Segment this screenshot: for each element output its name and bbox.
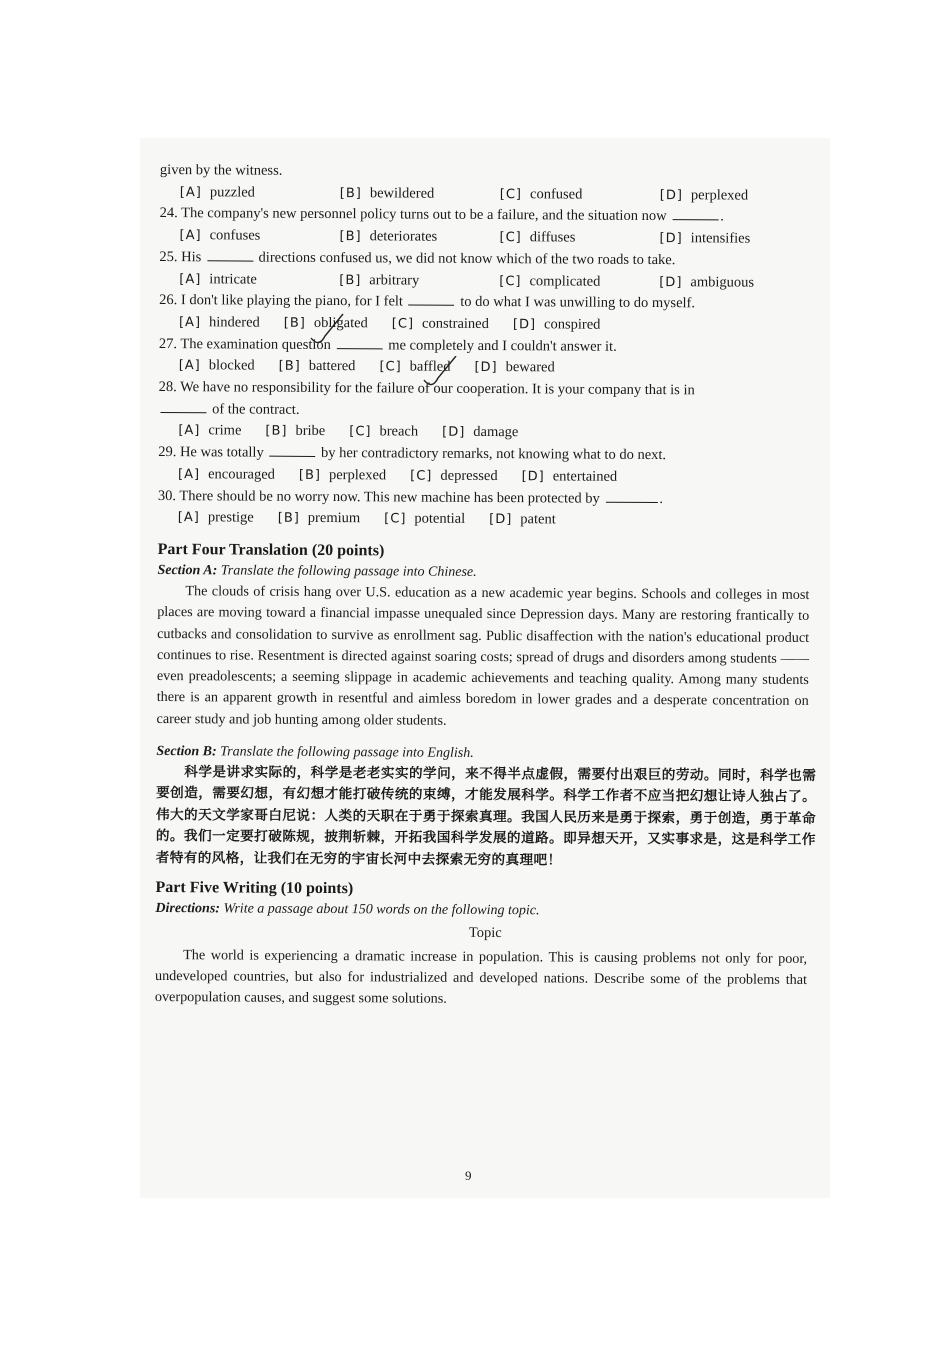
- q27-option-c[interactable]: [C] baffled: [379, 358, 451, 376]
- q24-stem: 24. The company's new personnel policy turns out to be a failure, and the situation now .: [159, 205, 724, 225]
- exam-content: [155, 160, 820, 1013]
- q30-option-b[interactable]: [B] premium: [277, 510, 361, 527]
- topic-heading: Topic: [468, 924, 502, 942]
- section-b-passage: 科学是讲求实际的，科学是老老实实的学问，来不得半点虚假，需要付出艰巨的劳动。同时，科学也需要创造，需要幻想，有幻想才能打破传统的束缚，才能发展科学。科学工作者不应当把幻想让诗人独占了。伟大的天文学家哥白尼说：人类的天职在于勇于探索真理。我国人民历来是勇于探索，勇于创造，勇于革命的。我们一定要打破陈规，披荆斩棘，开拓我国科学发展的道路。即异想天开，又实事求是，这是科学工作者特有的风格，让我们在无穷的宇宙长河中去探索无穷的真理吧！: [155, 764, 817, 869]
- directions-label: Directions:: [155, 901, 221, 917]
- q23-option-c[interactable]: [C] confused: [499, 185, 583, 203]
- q28-option-d[interactable]: [D] damage: [442, 424, 519, 441]
- q25-blank[interactable]: [207, 248, 253, 261]
- q30-options: [158, 507, 818, 533]
- section-a-label: Section A:: [157, 562, 218, 579]
- q28-option-b[interactable]: [B] bribe: [265, 423, 326, 440]
- q28-option-a[interactable]: [A] crime: [178, 422, 242, 439]
- q27-option-d[interactable]: [D] bewared: [474, 359, 555, 376]
- section-b-label: Section B:: [156, 744, 217, 760]
- q27-option-a[interactable]: [A] blocked: [178, 357, 255, 374]
- q27-stem: 27. The examination question me completely and I couldn't answer it.: [158, 335, 617, 355]
- q28-option-c[interactable]: [C] breach: [349, 423, 419, 441]
- q26-blank[interactable]: [409, 293, 455, 306]
- q24-blank[interactable]: [672, 208, 718, 221]
- topic-text: The world is experiencing a dramatic increase in population. This is causing problems not only for poor, undeveloped countries, but also for industrialized and developed nations. Describe some of the problems that overpopulation causes, and suggest some solutions.: [154, 946, 808, 1008]
- q28-stem-line2: of the contract.: [158, 399, 818, 425]
- part-four-title: Part Four Translation (20 points): [157, 540, 385, 560]
- q29-option-d[interactable]: [D] entertained: [521, 468, 618, 485]
- q24-option-b[interactable]: [B] deteriorates: [339, 228, 438, 245]
- lead-text: given by the witness.: [159, 161, 283, 179]
- q30-stem: 30. There should be no worry now. This new machine has been protected by .: [157, 487, 664, 507]
- q26-option-a[interactable]: [A] hindered: [178, 314, 260, 331]
- q28-stem-line1: 28. We have no responsibility for the failure of our cooperation. It is your company that is in: [158, 379, 695, 399]
- section-a-directions: Section A: Translate the following passage into Chinese.: [157, 562, 477, 580]
- q26-stem: 26. I don't like playing the piano, for I felt to do what I was unwilling to do myself.: [159, 292, 696, 312]
- q30-option-c[interactable]: [C] potential: [384, 510, 466, 528]
- q27-blank[interactable]: [337, 336, 383, 349]
- q23-option-d[interactable]: [D] perplexed: [659, 186, 749, 204]
- q24-option-d[interactable]: [D] intensifies: [659, 230, 751, 247]
- q29-option-a[interactable]: [A] encouraged: [178, 466, 276, 483]
- page-number: 9: [465, 1168, 472, 1183]
- q25-stem: 25. His directions confused us, we did not know which of the two roads to take.: [159, 248, 676, 268]
- q26-option-d[interactable]: [D] conspired: [512, 316, 601, 333]
- q26-option-b[interactable]: [B] obligated: [283, 314, 368, 332]
- q30-option-d[interactable]: [D] patent: [489, 511, 556, 528]
- q25-option-d[interactable]: [D] ambiguous: [659, 273, 755, 291]
- q27-option-b[interactable]: [B] battered: [278, 358, 356, 375]
- q25-option-c[interactable]: [C] complicated: [499, 272, 601, 290]
- q24-option-a[interactable]: [A] confuses: [179, 227, 261, 244]
- q30-option-a[interactable]: [A] prestige: [177, 509, 254, 526]
- q25-option-b[interactable]: [B] arbitrary: [339, 271, 420, 289]
- q24-option-c[interactable]: [C] diffuses: [499, 229, 576, 246]
- section-b-directions: Section B: Translate the following passage into English.: [156, 744, 474, 761]
- section-a-passage: The clouds of crisis hang over U.S. education as a new academic year begins. Schools and colleges in most places are moving toward a financial impasse unequaled since Depression days. Many are restoring frantically to cutbacks and consolidation to survive as enrollment sag. Public disaffection with the nation's educational product continues to rise. Resentment is directed against soaring costs; spread of drugs and disorders among students —— even preadolescents; a seeming slippage in academic achievements and teaching quality. Among many students there is an apparent growth in resentful and aimless boredom in lower grades and a desperate concentration on career study and job hunting among older students.: [156, 583, 810, 729]
- q28-blank[interactable]: [160, 400, 206, 413]
- q29-blank[interactable]: [269, 444, 315, 457]
- q30-blank[interactable]: [605, 489, 657, 502]
- part-five-title: Part Five Writing (10 points): [155, 879, 354, 898]
- writing-directions: Directions: Write a passage about 150 words on the following topic.: [155, 901, 540, 919]
- q29-option-b[interactable]: [B] perplexed: [298, 466, 387, 484]
- q23-option-a[interactable]: [A] puzzled: [179, 184, 255, 201]
- q29-option-c[interactable]: [C] depressed: [410, 467, 498, 484]
- q29-stem: 29. He was totally by her contradictory remarks, not knowing what to do next.: [158, 444, 667, 464]
- q26-option-c[interactable]: [C] constrained: [391, 315, 489, 332]
- q25-option-a[interactable]: [A] intricate: [179, 270, 257, 288]
- q23-option-b[interactable]: [B] bewildered: [339, 184, 435, 202]
